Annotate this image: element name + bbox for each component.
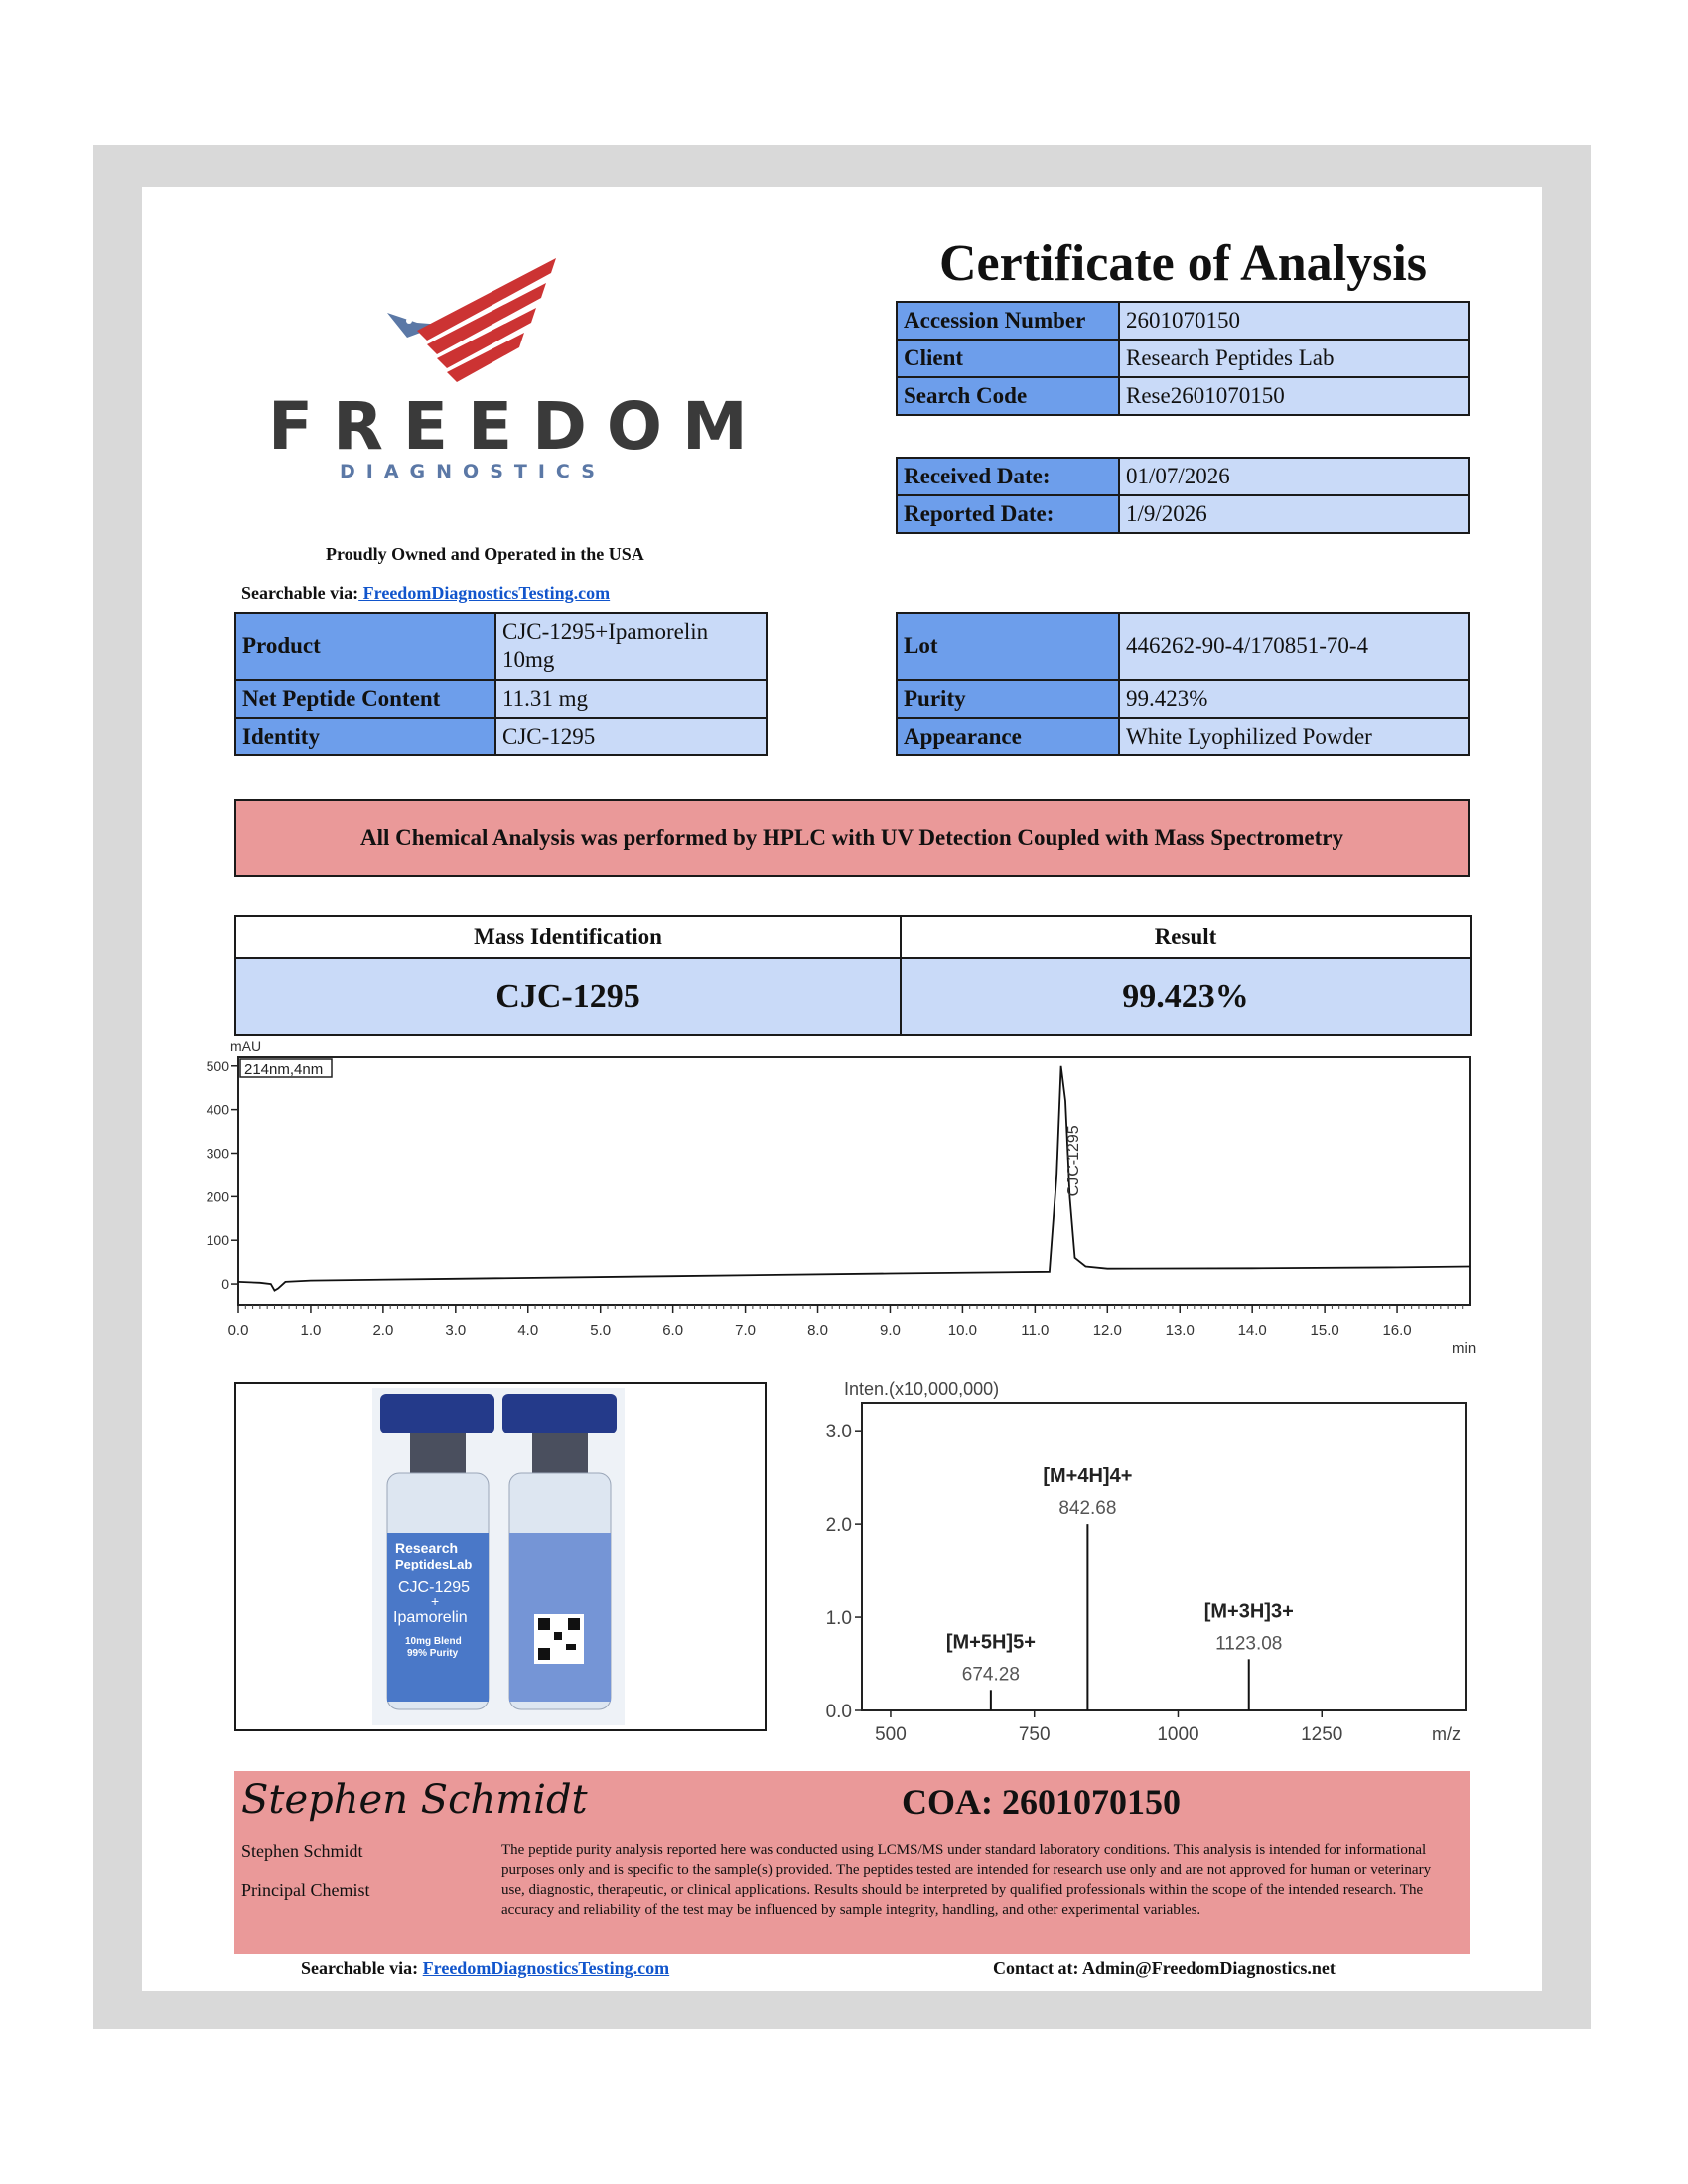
search-code-key: Search Code (897, 377, 1119, 415)
lot-value: 446262-90-4/170851-70-4 (1119, 613, 1469, 680)
appearance-key: Appearance (897, 718, 1119, 755)
hplc-x-tick-label: 11.0 (1021, 1322, 1050, 1339)
ms-xlabel: m/z (1432, 1724, 1461, 1744)
ms-x-tick-label: 750 (1018, 1724, 1051, 1745)
mass-spectrum (794, 1375, 1479, 1752)
ms-peak-mz-label: 1123.08 (1215, 1633, 1283, 1655)
accession-key: Accession Number (897, 302, 1119, 340)
freedom-diagnostics-logo (268, 253, 768, 491)
hplc-trace (238, 1066, 1470, 1291)
method-banner: All Chemical Analysis was performed by HPLC with UV Detection Coupled with Mass Spectrometry (234, 799, 1470, 877)
ms-y-tick-label: 2.0 (825, 1515, 852, 1537)
vial-purity: 99% Purity (407, 1648, 459, 1659)
hplc-x-tick-label: 4.0 (517, 1322, 539, 1339)
hplc-x-tick-label: 12.0 (1092, 1322, 1122, 1339)
searchable-line (241, 583, 610, 604)
disclaimer: The peptide purity analysis reported here was conducted using LCMS/MS under standard laboratory conditions. This analysis is intended for informational purposes only and is specific to the sample(s) provided. The peptides tested are intended for research use only and are not approved for human or veterinary use, diagnostic, therapeutic, or clinical applications. Results should be interpreted by qualified professionals within the scope of the intended research. The accuracy and reliability of the test may be influenced by sample integrity, handling, and other experimental variables. (501, 1843, 1432, 1918)
hplc-y-tick-label: 500 (206, 1057, 229, 1074)
vial-product-1: CJC-1295 (398, 1579, 471, 1596)
ms-x-tick-label: 500 (875, 1724, 907, 1745)
hplc-y-tick-label: 200 (206, 1188, 229, 1205)
result-header: Result (901, 916, 1471, 958)
lot-table (896, 612, 1470, 756)
product-value: CJC-1295+Ipamorelin 10mg (495, 613, 767, 680)
logo-sub: DIAGNOSTICS (340, 461, 606, 482)
purity-key: Purity (897, 680, 1119, 718)
results-table (234, 915, 1472, 1036)
hplc-legend: 214nm,4nm (244, 1061, 324, 1078)
footer-search-link[interactable]: FreedomDiagnosticsTesting.com (422, 1958, 670, 1978)
vial-product-3: Ipamorelin (393, 1609, 468, 1626)
footer-search-label: Searchable via: (301, 1958, 419, 1978)
hplc-y-tick-label: 0 (221, 1276, 229, 1293)
identity-value: CJC-1295 (495, 718, 767, 755)
ms-x-tick-label: 1250 (1301, 1724, 1343, 1745)
footer-search (301, 1958, 669, 1979)
vial-brand-2: PeptidesLab (395, 1557, 473, 1571)
client-value: Research Peptides Lab (1119, 340, 1469, 377)
hplc-x-tick-label: 14.0 (1237, 1322, 1267, 1339)
ms-y-tick-label: 0.0 (825, 1702, 852, 1722)
search-code-value: Rese2601070150 (1119, 377, 1469, 415)
lot-key: Lot (897, 613, 1119, 680)
hplc-xlabel: min (1452, 1340, 1477, 1357)
accession-value: 2601070150 (1119, 302, 1469, 340)
ms-peak-ion-label: [M+5H]5+ (945, 1631, 1036, 1654)
hplc-x-tick-label: 16.0 (1382, 1322, 1412, 1339)
hplc-x-tick-label: 15.0 (1310, 1322, 1339, 1339)
tagline: Proudly Owned and Operated in the USA (326, 544, 644, 564)
ms-ylabel: Inten.(x10,000,000) (844, 1379, 1000, 1399)
hplc-peak-label: CJC-1295 (1065, 1125, 1083, 1197)
eagle-flag-icon (387, 258, 556, 382)
signature: Stephen Schmidt (241, 1777, 588, 1823)
hplc-x-tick-label: 8.0 (807, 1322, 828, 1339)
identity-result: CJC-1295 (235, 958, 901, 1035)
vial-blend: 10mg Blend (405, 1636, 462, 1647)
hplc-ylabel: mAU (230, 1038, 262, 1054)
ms-y-tick-label: 1.0 (825, 1608, 852, 1630)
signer-role: Principal Chemist (241, 1880, 370, 1900)
searchable-label: Searchable via: (241, 583, 359, 603)
vial-photo-frame (234, 1382, 767, 1731)
reported-value: 1/9/2026 (1119, 495, 1469, 533)
purity-result: 99.423% (901, 958, 1471, 1035)
net-peptide-value: 11.31 mg (495, 680, 767, 718)
appearance-value: White Lyophilized Powder (1119, 718, 1469, 755)
hplc-x-tick-label: 3.0 (445, 1322, 467, 1339)
received-key: Received Date: (897, 458, 1119, 495)
ms-peak-mz-label: 842.68 (1058, 1498, 1117, 1520)
product-key: Product (235, 613, 495, 680)
hplc-x-tick-label: 5.0 (590, 1322, 612, 1339)
hplc-x-tick-label: 13.0 (1165, 1322, 1195, 1339)
ms-x-tick-label: 1000 (1157, 1724, 1199, 1745)
coa-number: COA: 2601070150 (902, 1782, 1181, 1822)
hplc-y-tick-label: 300 (206, 1145, 229, 1161)
hplc-x-tick-label: 2.0 (372, 1322, 394, 1339)
hplc-chromatogram (189, 1037, 1489, 1365)
mass-identification-header: Mass Identification (235, 916, 901, 958)
signer-name: Stephen Schmidt (241, 1842, 363, 1861)
hplc-x-tick-label: 1.0 (300, 1322, 322, 1339)
received-value: 01/07/2026 (1119, 458, 1469, 495)
hplc-x-tick-label: 6.0 (662, 1322, 684, 1339)
ms-peak-ion-label: [M+4H]4+ (1043, 1465, 1133, 1488)
vial-brand-1: Research (395, 1540, 459, 1556)
vial-photo (236, 1384, 765, 1729)
footer-contact: Contact at: Admin@FreedomDiagnostics.net (993, 1958, 1336, 1978)
vial-product-2: + (431, 1593, 440, 1609)
product-table (234, 612, 768, 756)
dates-table (896, 457, 1470, 534)
logo-name: FREEDOM (268, 388, 768, 465)
net-peptide-key: Net Peptide Content (235, 680, 495, 718)
purity-value: 99.423% (1119, 680, 1469, 718)
accession-table (896, 301, 1470, 416)
hplc-x-tick-label: 0.0 (227, 1322, 249, 1339)
searchable-link[interactable]: FreedomDiagnosticsTesting.com (358, 583, 611, 603)
hplc-x-tick-label: 9.0 (880, 1322, 901, 1339)
hplc-x-tick-label: 10.0 (947, 1322, 978, 1339)
page-title: Certificate of Analysis (939, 235, 1428, 292)
ms-peak-ion-label: [M+3H]3+ (1203, 1600, 1294, 1623)
hplc-y-tick-label: 400 (206, 1101, 229, 1118)
ms-y-tick-label: 3.0 (825, 1422, 852, 1443)
hplc-y-tick-label: 100 (206, 1232, 229, 1249)
hplc-x-tick-label: 7.0 (735, 1322, 757, 1339)
client-key: Client (897, 340, 1119, 377)
identity-key: Identity (235, 718, 495, 755)
ms-frame (862, 1403, 1466, 1710)
reported-key: Reported Date: (897, 495, 1119, 533)
ms-peak-mz-label: 674.28 (961, 1664, 1020, 1686)
